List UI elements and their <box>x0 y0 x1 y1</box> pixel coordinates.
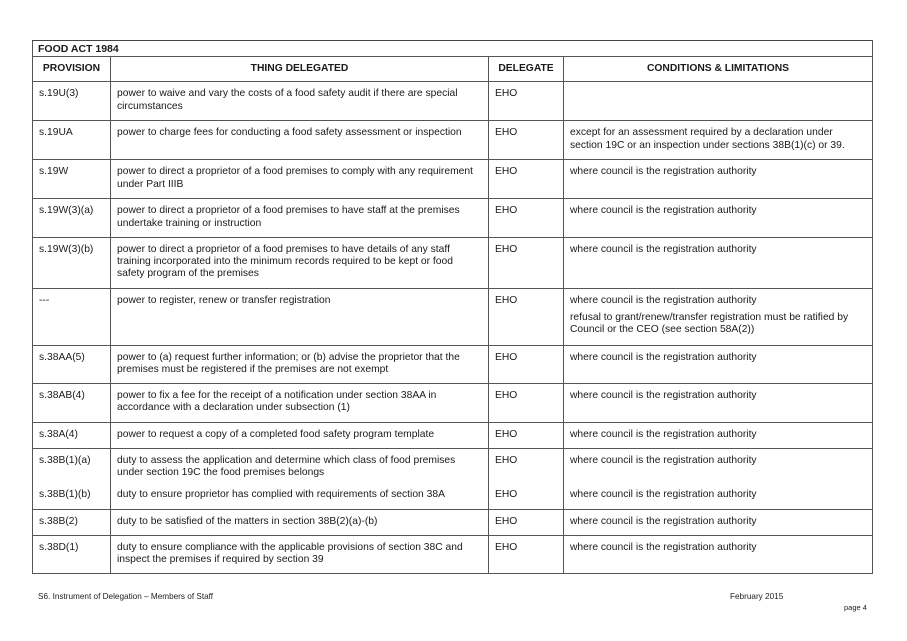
cell-thing: duty to assess the application and determine which class of food premises under section 19C the food premises belongs <box>111 448 489 484</box>
cell-delegate: EHO <box>489 509 564 535</box>
cell-delegate: EHO <box>489 288 564 345</box>
cell-delegate: EHO <box>489 237 564 288</box>
cell-conditions: where council is the registration authority <box>564 509 873 535</box>
table-row <box>33 345 873 383</box>
header-thing-delegated: THING DELEGATED <box>111 57 489 82</box>
cell-thing: power to waive and vary the costs of a food safety audit if there are special circumstances <box>111 82 489 121</box>
table-row <box>33 535 873 573</box>
table-row <box>33 448 873 484</box>
cell-delegate: EHO <box>489 384 564 422</box>
header-delegate: DELEGATE <box>489 57 564 82</box>
cell-provision: s.19W(3)(b) <box>33 237 111 288</box>
cell-thing: power to (a) request further information; or (b) advise the proprietor that the premises must be registered if the premises are not exempt <box>111 345 489 383</box>
cell-delegate: EHO <box>489 484 564 509</box>
cell-conditions: except for an assessment required by a declaration under section 19C or an inspection under sections 38B(1)(c) or 39. <box>564 121 873 160</box>
cell-delegate: EHO <box>489 121 564 160</box>
cell-thing: power to charge fees for conducting a food safety assessment or inspection <box>111 121 489 160</box>
cell-delegate: EHO <box>489 448 564 484</box>
header-provision: PROVISION <box>33 57 111 82</box>
cell-thing: power to fix a fee for the receipt of a notification under section 38AA in accordance with a declaration under subsection (1) <box>111 384 489 422</box>
cell-provision: s.19W <box>33 160 111 199</box>
table-row <box>33 121 873 160</box>
table-row <box>33 288 873 345</box>
cell-thing: power to direct a proprietor of a food premises to have staff at the premises undertake training or instruction <box>111 199 489 237</box>
condition-text: where council is the registration authority <box>570 294 757 306</box>
cell-conditions: where council is the registration authority <box>564 484 873 509</box>
cell-delegate: EHO <box>489 82 564 121</box>
cell-thing: power to direct a proprietor of a food premises to comply with any requirement under Part IIIB <box>111 160 489 199</box>
footer-page-number: page 4 <box>844 603 867 612</box>
cell-thing: duty to ensure compliance with the applicable provisions of section 38C and inspect the premises if required by section 39 <box>111 535 489 573</box>
footer-date: February 2015 <box>730 592 784 601</box>
cell-provision: s.19W(3)(a) <box>33 199 111 237</box>
cell-thing: power to register, renew or transfer registration <box>111 288 489 345</box>
cell-conditions: where council is the registration authority <box>564 535 873 573</box>
condition-text-secondary: refusal to grant/renew/transfer registration must be ratified by Council or the CEO (see section 58A(2)) <box>570 312 849 336</box>
cell-conditions <box>564 288 873 345</box>
cell-provision: s.38B(1)(b) <box>33 484 111 509</box>
cell-conditions: where council is the registration authority <box>564 384 873 422</box>
footer-document-title: S6. Instrument of Delegation – Members of Staff <box>38 592 214 601</box>
act-title: FOOD ACT 1984 <box>33 41 873 57</box>
table-row <box>33 82 873 121</box>
table-row <box>33 384 873 422</box>
act-title-row <box>33 41 873 57</box>
cell-thing: duty to ensure proprietor has complied with requirements of section 38A <box>111 484 489 509</box>
cell-delegate: EHO <box>489 422 564 448</box>
cell-delegate: EHO <box>489 535 564 573</box>
cell-thing: power to direct a proprietor of a food premises to have details of any staff training incorporated into the minimum records required to be kept or food safety program of the premises <box>111 237 489 288</box>
cell-conditions: where council is the registration authority <box>564 422 873 448</box>
cell-conditions: where council is the registration authority <box>564 448 873 484</box>
table-row <box>33 509 873 535</box>
cell-delegate: EHO <box>489 199 564 237</box>
table-row <box>33 484 873 509</box>
cell-provision: s.38AB(4) <box>33 384 111 422</box>
cell-conditions: where council is the registration authority <box>564 199 873 237</box>
cell-delegate: EHO <box>489 160 564 199</box>
table-row <box>33 422 873 448</box>
table-row <box>33 160 873 199</box>
cell-provision: s.38B(2) <box>33 509 111 535</box>
table-row <box>33 199 873 237</box>
cell-conditions <box>564 82 873 121</box>
cell-provision: s.38AA(5) <box>33 345 111 383</box>
cell-provision: s.19UA <box>33 121 111 160</box>
cell-provision: --- <box>33 288 111 345</box>
delegation-table <box>32 40 873 574</box>
cell-conditions: where council is the registration authority <box>564 160 873 199</box>
cell-delegate: EHO <box>489 345 564 383</box>
cell-conditions: where council is the registration authority <box>564 345 873 383</box>
cell-conditions: where council is the registration authority <box>564 237 873 288</box>
header-conditions: CONDITIONS & LIMITATIONS <box>564 57 873 82</box>
cell-provision: s.38B(1)(a) <box>33 448 111 484</box>
cell-provision: s.38A(4) <box>33 422 111 448</box>
cell-thing: power to request a copy of a completed food safety program template <box>111 422 489 448</box>
header-row <box>33 57 873 82</box>
table-row <box>33 237 873 288</box>
cell-thing: duty to be satisfied of the matters in section 38B(2)(a)-(b) <box>111 509 489 535</box>
cell-provision: s.38D(1) <box>33 535 111 573</box>
cell-provision: s.19U(3) <box>33 82 111 121</box>
